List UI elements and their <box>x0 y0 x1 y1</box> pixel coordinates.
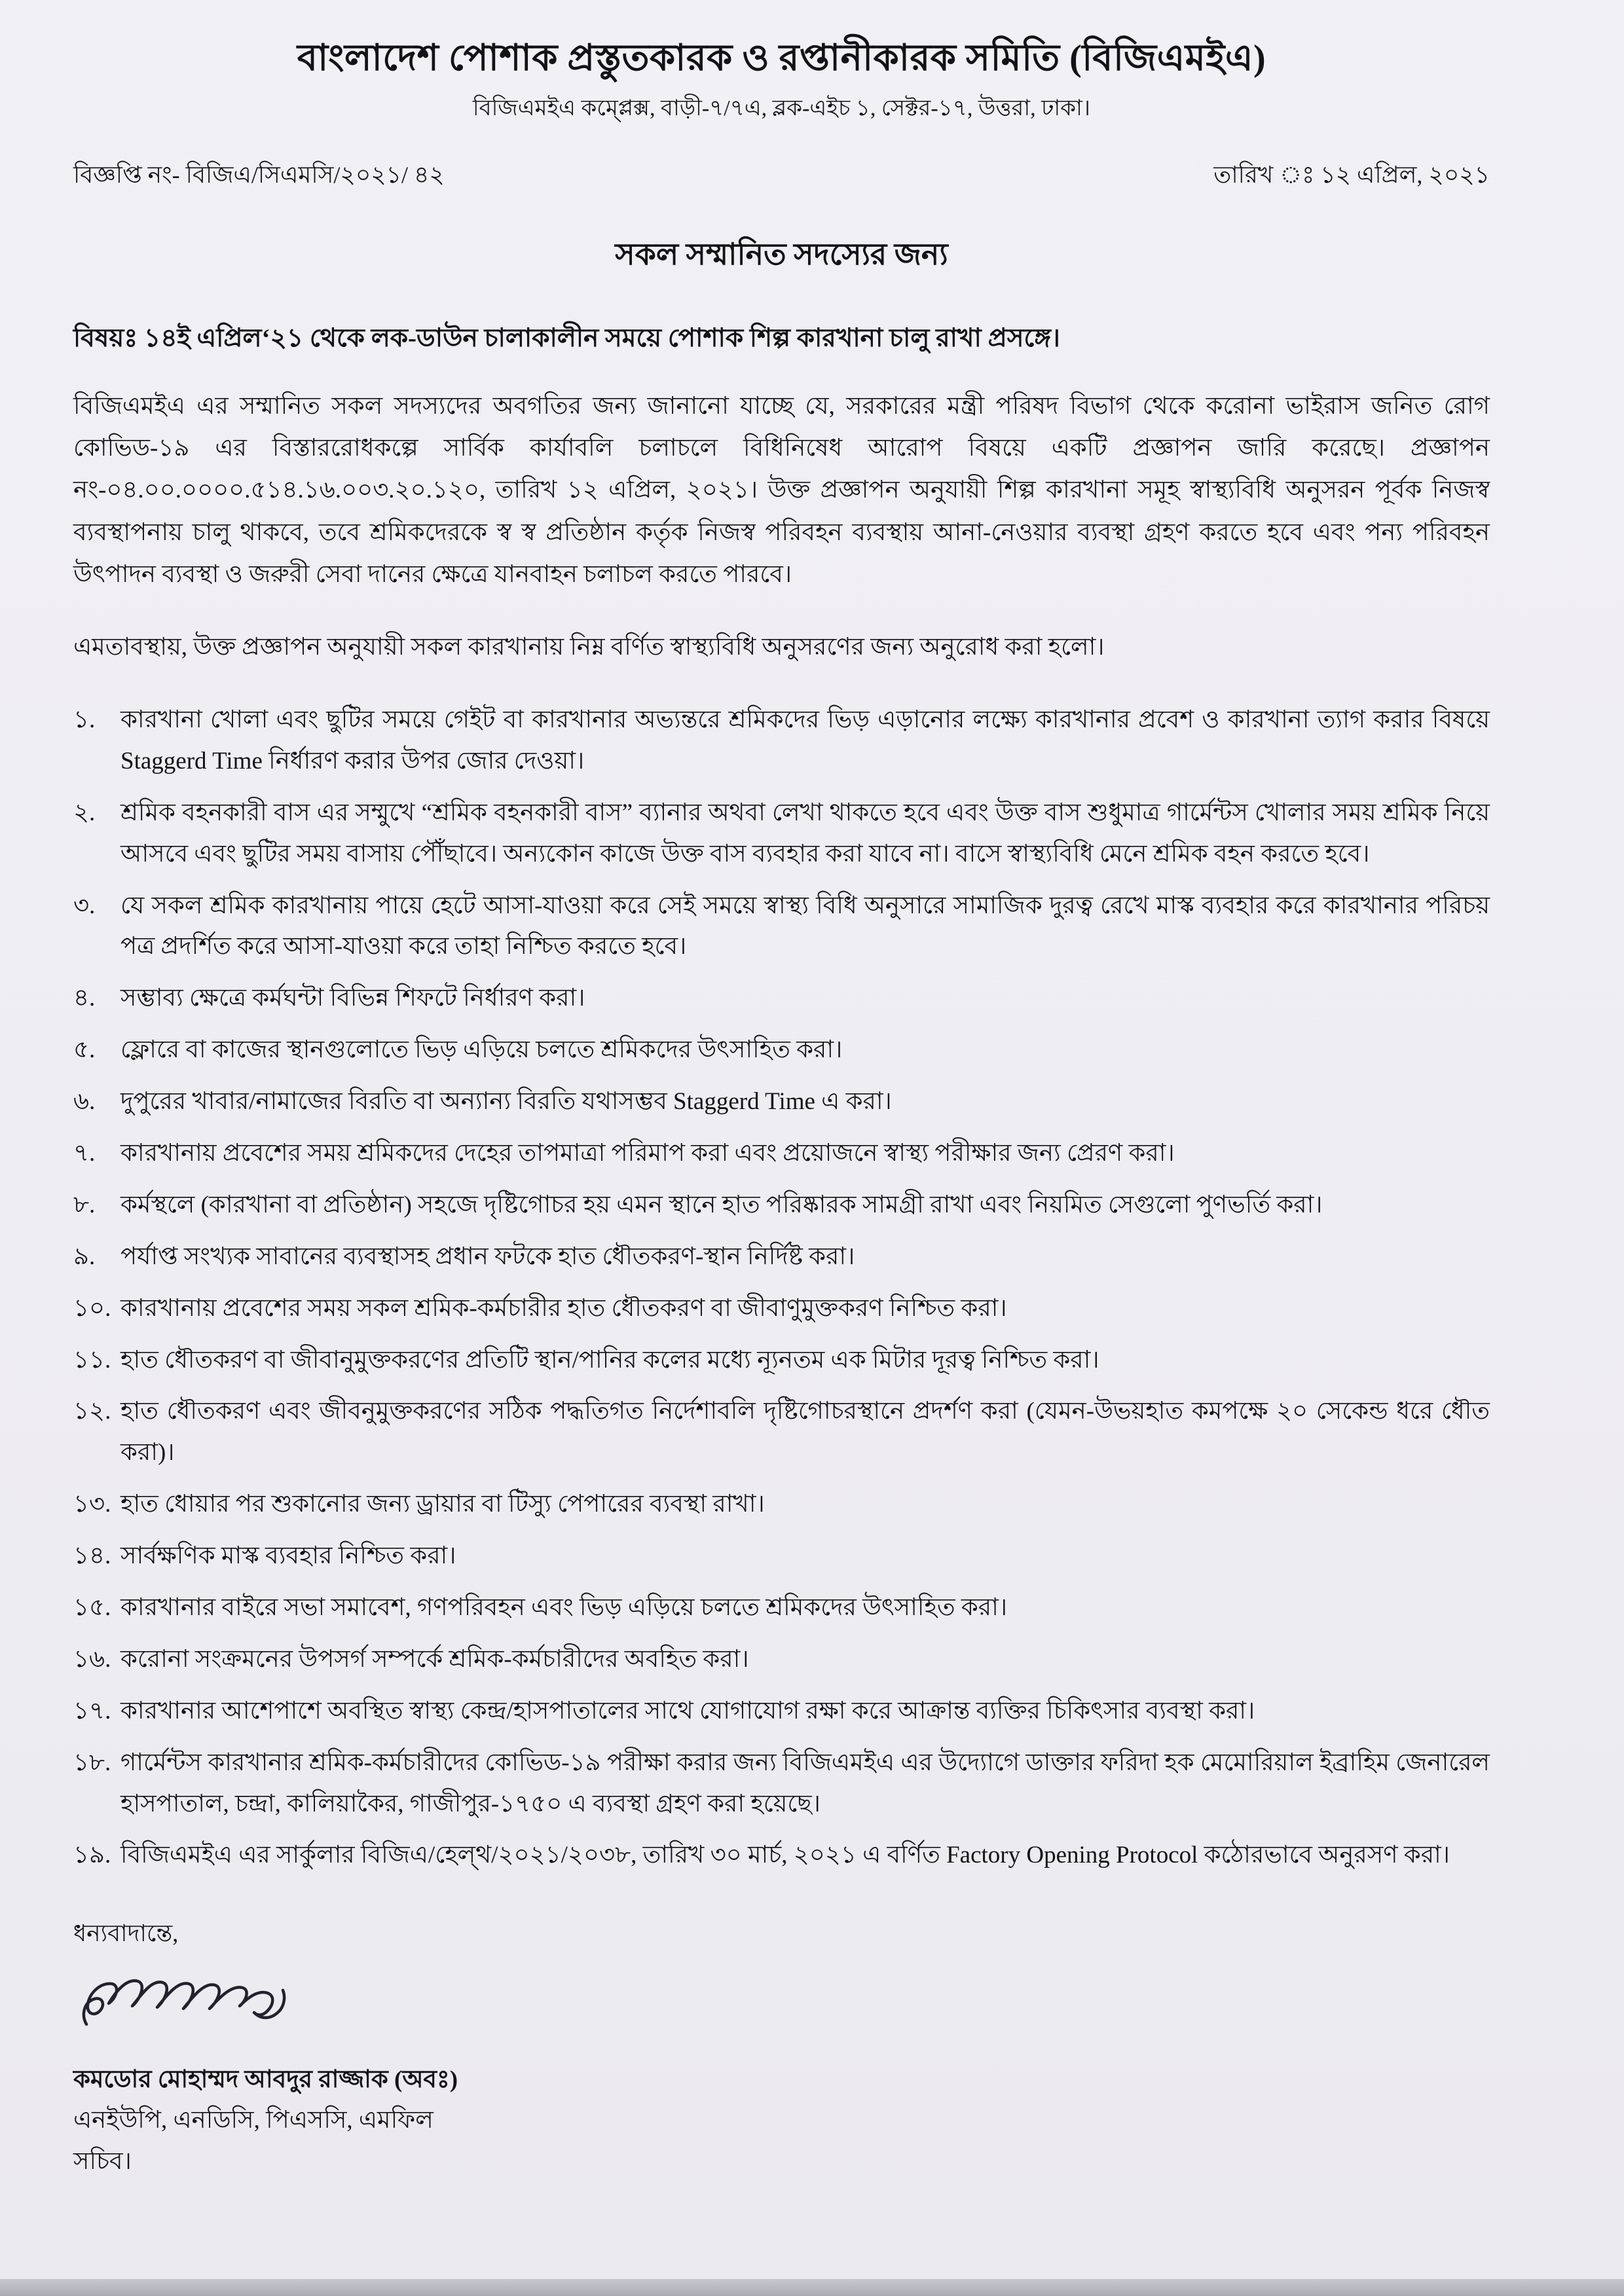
list-item-text: ফ্লোরে বা কাজের স্থানগুলোতে ভিড় এড়িয়ে চলতে শ্রমিকদের উৎসাহিত করা। <box>120 1036 843 1064</box>
list-item-text: শ্রমিক বহনকারী বাস এর সম্মুখে “শ্রমিক বহনকারী বাস” ব্যানার অথবা লেখা থাকতে হবে এবং উক্ত বাস শুধুমাত্র গার্মেন্টস খোলার সময় শ্রমিক নিয়ে আসবে এবং ছুটির সময় বাসায় পৌঁছাবে। অন্যকোন কাজে উক্ত বাস ব্যবহার করা যাবে না। বাসে স্বাস্থ্যবিধি মেনে শ্রমিক বহন করতে হবে। <box>120 799 1490 867</box>
list-intro-line: এমতাবস্থায়, উক্ত প্রজ্ঞাপন অনুযায়ী সকল কারখানায় নিম্ন বর্ণিত স্বাস্থ্যবিধি অনুসরণের জন্য অনুরোধ করা হলো। <box>73 633 1105 661</box>
list-item-text: কারখানার আশেপাশে অবস্থিত স্বাস্থ্য কেন্দ্র/হাসপাতালের সাথে যোগাযোগ রক্ষা করে আক্রান্ত ব্যক্তির চিকিৎসার ব্যবস্থা করা। <box>120 1697 1255 1724</box>
organization-title: বাংলাদেশ পোশাক প্রস্তুতকারক ও রপ্তানীকারক সমিতি (বিজিএমইএ) <box>297 38 1266 79</box>
list-item-number: ৪. <box>73 985 96 1012</box>
signature-icon <box>77 1964 293 2043</box>
list-item-text: দুপুরের খাবার/নামাজের বিরতি বা অন্যান্য বিরতি যথাসম্ভব Staggerd Time এ করা। <box>120 1088 892 1116</box>
list-item-number: ১৫. <box>73 1594 111 1621</box>
list-item <box>73 1082 1490 1123</box>
list-item-number: ১৪. <box>73 1542 111 1570</box>
list-item <box>73 1133 1490 1175</box>
signatory-designation: সচিব। <box>73 2147 132 2175</box>
list-item-text: কারখানায় প্রবেশের সময় সকল শ্রমিক-কর্মচারীর হাত ধৌতকরণ বা জীবাণুমুক্তকরণ নিশ্চিত করা। <box>120 1294 1007 1322</box>
list-item-number: ১৬. <box>73 1645 111 1673</box>
scanner-edge-shadow <box>0 2279 1624 2296</box>
list-item-number: ১১. <box>73 1346 111 1374</box>
list-item-text: গার্মেন্টস কারখানার শ্রমিক-কর্মচারীদের কোভিড-১৯ পরীক্ষা করার জন্য বিজিএমইএ এর উদ্যোগে ডাক্তার ফরিদা হক মেমোরিয়াল ইব্রাহিম জেনারেল হাসপাতাল, চন্দ্রা, কালিয়াকৈর, গাজীপুর-১৭৫০ এ ব্যবস্থা গ্রহণ করা হয়েছে। <box>120 1749 1490 1817</box>
list-item <box>73 1340 1490 1381</box>
list-item <box>73 1391 1490 1474</box>
list-item-number: ৮. <box>73 1191 96 1218</box>
notice-ref-number: বিজ্ঞপ্তি নং- বিজিএ/সিএমসি/২০২১/ ৪২ <box>73 162 445 189</box>
list-item <box>73 1237 1490 1278</box>
list-item <box>73 700 1490 782</box>
list-item-text: কারখানার বাইরে সভা সমাবেশ, গণপরিবহন এবং ভিড় এড়িয়ে চলতে শ্রমিকদের উৎসাহিত করা। <box>120 1594 1008 1621</box>
subject-line: বিষয়ঃ ১৪ই এপ্রিল‘২১ থেকে লক-ডাউন চালাকালীন সময়ে পোশাক শিল্প কারখানা চালু রাখা প্রসঙ্গে। <box>73 324 1060 353</box>
list-item-text: হাত ধোয়ার পর শুকানোর জন্য ড্রায়ার বা টিস্যু পেপারের ব্যবস্থা রাখা। <box>120 1491 765 1518</box>
notice-heading: সকল সম্মানিত সদস্যের জন্য <box>615 238 948 272</box>
list-item <box>73 1536 1490 1577</box>
list-item <box>73 1743 1490 1825</box>
list-item-number: ৫. <box>73 1036 96 1064</box>
list-item <box>73 1835 1490 1876</box>
notice-date: তারিখ ঃ ১২ এপ্রিল, ২০২১ <box>1213 162 1490 189</box>
closing-salutation: ধন্যবাদান্তে, <box>73 1920 179 1947</box>
list-item-number: ৭. <box>73 1139 96 1167</box>
list-item-text: বিজিএমইএ এর সার্কুলার বিজিএ/হেল্থ/২০২১/২০৩৮, তারিখ ৩০ মার্চ, ২০২১ এ বর্ণিত Factory Opening Protocol কঠোরভাবে অনুরসণ করা। <box>120 1842 1450 1869</box>
list-item-text: পর্যাপ্ত সংখ্যক সাবানের ব্যবস্থাসহ প্রধান ফটকে হাত ধৌতকরণ-স্থান নির্দিষ্ট করা। <box>120 1243 855 1270</box>
list-item-text: করোনা সংক্রমনের উপসর্গ সম্পর্কে শ্রমিক-কর্মচারীদের অবহিত করা। <box>120 1645 749 1673</box>
list-item-text: সার্বক্ষণিক মাস্ক ব্যবহার নিশ্চিত করা। <box>120 1542 456 1570</box>
list-item-text: হাত ধৌতকরণ বা জীবানুমুক্তকরণের প্রতিটি স্থান/পানির কলের মধ্যে ন্যূনতম এক মিটার দূরত্ব নিশ্চিত করা। <box>120 1346 1099 1374</box>
list-item-number: ১. <box>73 706 96 733</box>
list-item-number: ২. <box>73 799 96 826</box>
list-item-number: ১৯. <box>73 1842 111 1869</box>
list-item-number: ৯. <box>73 1243 96 1270</box>
list-item-number: ১৩. <box>73 1491 111 1518</box>
list-item-number: ১০. <box>73 1294 111 1322</box>
list-item <box>73 1639 1490 1681</box>
list-item-number: ১২. <box>73 1398 111 1425</box>
list-item <box>73 1030 1490 1071</box>
list-item-text: যে সকল শ্রমিক কারখানায় পায়ে হেটে আসা-যাওয়া করে সেই সময়ে স্বাস্থ্য বিধি অনুসারে সামাজিক দুরত্ব রেখে মাস্ক ব্যবহার করে কারখানার পরিচয় পত্র প্রদর্শিত করে আসা-যাওয়া করে তাহা নিশ্চিত করতে হবে। <box>120 892 1490 960</box>
list-item <box>73 886 1490 968</box>
list-item-number: ১৭. <box>73 1697 111 1724</box>
list-item <box>73 1484 1490 1525</box>
body-paragraph: বিজিএমইএ এর সম্মানিত সকল সদস্যদের অবগতির জন্য জানানো যাচ্ছে যে, সরকারের মন্ত্রী পরিষদ বিভাগ থেকে করোনা ভাইরাস জনিত রোগ কোভিড-১৯ এর বিস্তাররোধকল্পে সার্বিক কার্যাবলি চলাচলে বিধিনিষেধ আরোপ বিষয়ে একটি প্রজ্ঞাপন জারি করেছে। প্রজ্ঞাপন নং-০৪.০০.০০০০.৫১৪.১৬.০০৩.২০.১২০, তারিখ ১২ এপ্রিল, ২০২১। উক্ত প্রজ্ঞাপন অনুযায়ী শিল্প কারখানা সমূহ স্বাস্থ্যবিধি অনুসরন পূর্বক নিজস্ব ব্যবস্থাপনায় চালু থাকবে, তবে শ্রমিকদেরকে স্ব স্ব প্রতিষ্ঠান কর্তৃক নিজস্ব পরিবহন ব্যবস্থায় আনা-নেওয়ার ব্যবস্থা গ্রহণ করতে হবে এবং পন্য পরিবহন উৎপাদন ব্যবস্থা ও জরুরী সেবা দানের ক্ষেত্রে যানবাহন চলাচল করতে পারবে। <box>73 392 1490 589</box>
list-item <box>73 793 1490 875</box>
list-item-text: কর্মস্থলে (কারখানা বা প্রতিষ্ঠান) সহজে দৃষ্টিগোচর হয় এমন স্থানে হাত পরিষ্কারক সামগ্রী রাখা এবং নিয়মিত সেগুলো পুণভর্তি করা। <box>120 1191 1323 1218</box>
list-item-text: কারখানা খোলা এবং ছুটির সময়ে গেইট বা কারখানার অভ্যন্তরে শ্রমিকদের ভিড় এড়ানোর লক্ষ্যে কারখানার প্রবেশ ও কারখানা ত্যাগ করার বিষয়ে Staggerd Time নির্ধারণ করার উপর জোর দেওয়া। <box>120 706 1490 774</box>
list-item-number: ৩. <box>73 892 96 919</box>
signatory-block <box>73 2060 1490 2181</box>
signatory-titles: এনইউপি, এনডিসি, পিএসসি, এমফিল <box>73 2107 434 2134</box>
reference-row <box>73 157 1490 196</box>
list-item-text: কারখানায় প্রবেশের সময় শ্রমিকদের দেহের তাপমাত্রা পরিমাপ করা এবং প্রয়োজনে স্বাস্থ্য পরীক্ষার জন্য প্রেরণ করা। <box>120 1139 1175 1167</box>
directive-list <box>73 700 1490 1876</box>
list-item <box>73 1691 1490 1732</box>
list-item <box>73 1185 1490 1226</box>
list-item-number: ১৮. <box>73 1749 111 1776</box>
list-item <box>73 978 1490 1019</box>
organization-address: বিজিএমইএ কম্প্লেক্স, বাড়ী-৭/৭এ, ব্লক-এইচ ১, সেক্টর-১৭, উত্তরা, ঢাকা। <box>472 96 1091 121</box>
list-item-number: ৬. <box>73 1088 96 1116</box>
list-item-text: সম্ভাব্য ক্ষেত্রে কর্মঘন্টা বিভিন্ন শিফটে নির্ধারণ করা। <box>120 985 585 1012</box>
list-item <box>73 1588 1490 1629</box>
list-item <box>73 1288 1490 1330</box>
list-item-text: হাত ধৌতকরণ এবং জীবনুমুক্তকরণের সঠিক পদ্ধতিগত নির্দেশাবলি দৃষ্টিগোচরস্থানে প্রদর্শণ করা (যেমন-উভয়হাত কমপক্ষে ২০ সেকেন্ড ধরে ধৌত করা)। <box>120 1398 1490 1467</box>
signatory-name: কমডোর মোহাম্মদ আবদুর রাজ্জাক (অবঃ) <box>73 2066 458 2094</box>
